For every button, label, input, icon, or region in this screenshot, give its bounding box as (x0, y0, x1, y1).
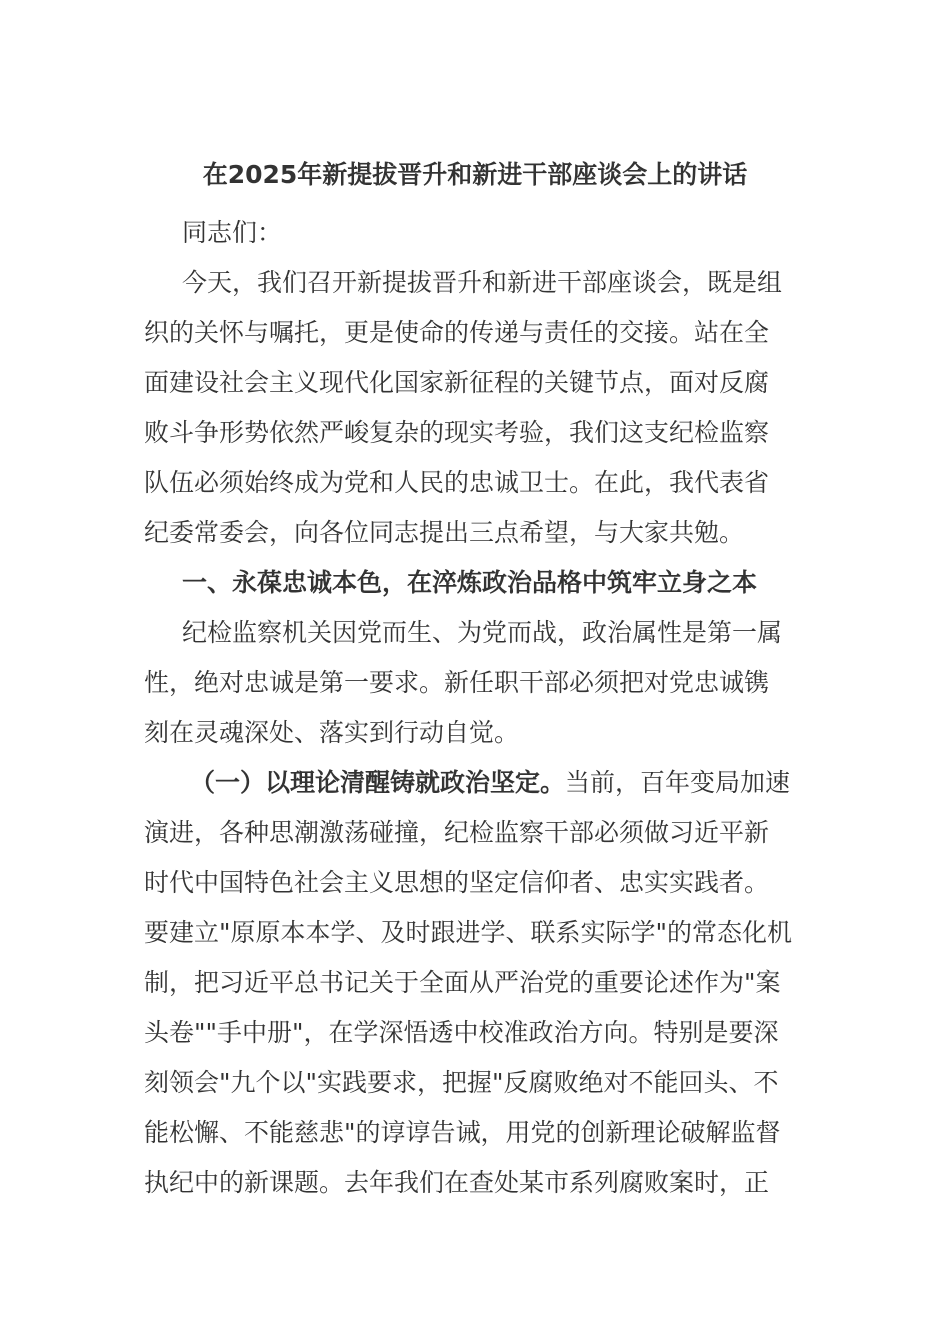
paragraph-line: 刻领会"九个以"实践要求，把握"反腐败绝对不能回头、不 (144, 1068, 779, 1097)
paragraph-line: 纪检监察机关因党而生、为党而战，政治属性是第一属 (182, 618, 783, 647)
paragraph-line: 刻在灵魂深处、落实到行动自觉。 (144, 718, 520, 747)
paragraph-line: 纪委常委会，向各位同志提出三点希望，与大家共勉。 (144, 518, 745, 547)
paragraph-line: 执纪中的新课题。去年我们在查处某市系列腐败案时，正 (144, 1168, 770, 1197)
paragraph-text: 当前，百年变局加速 (565, 768, 791, 797)
paragraph-line: 要建立"原原本本学、及时跟进学、联系实际学"的常态化机 (144, 918, 793, 947)
subsection-heading: （一）以理论清醒铸就政治坚定。 (190, 768, 566, 797)
paragraph-line: 队伍必须始终成为党和人民的忠诚卫士。在此，我代表省 (144, 468, 770, 497)
paragraph-line: 时代中国特色社会主义思想的坚定信仰者、忠实实践者。 (144, 868, 770, 897)
paragraph-line: 演进，各种思潮激荡碰撞，纪检监察干部必须做习近平新 (144, 818, 770, 847)
paragraph-line: 制，把习近平总书记关于全面从严治党的重要论述作为"案 (144, 968, 781, 997)
paragraph-line: 能松懈、不能慈悲"的谆谆告诫，用党的创新理论破解监督 (144, 1118, 781, 1147)
paragraph-line: 织的关怀与嘱托，更是使命的传递与责任的交接。站在全 (144, 318, 770, 347)
paragraph-line: 今天，我们召开新提拔晋升和新进干部座谈会，既是组 (182, 268, 783, 297)
section-paragraph (144, 608, 806, 758)
document-page (144, 150, 806, 1208)
subsection-paragraph (144, 758, 806, 1208)
intro-paragraph (144, 258, 806, 558)
paragraph-line (144, 758, 806, 808)
salutation: 同志们： (182, 218, 283, 247)
paragraph-line: 败斗争形势依然严峻复杂的现实考验，我们这支纪检监察 (144, 418, 770, 447)
section-heading: 一、永葆忠诚本色，在淬炼政治品格中筑牢立身之本 (182, 568, 758, 597)
paragraph-line: 头卷""手中册"，在学深悟透中校准政治方向。特别是要深 (144, 1018, 779, 1047)
paragraph-line: 面建设社会主义现代化国家新征程的关键节点，面对反腐 (144, 368, 770, 397)
document-title: 在2025年新提拔晋升和新进干部座谈会上的讲话 (202, 160, 748, 189)
paragraph-line: 性，绝对忠诚是第一要求。新任职干部必须把对党忠诚镌 (144, 668, 770, 697)
